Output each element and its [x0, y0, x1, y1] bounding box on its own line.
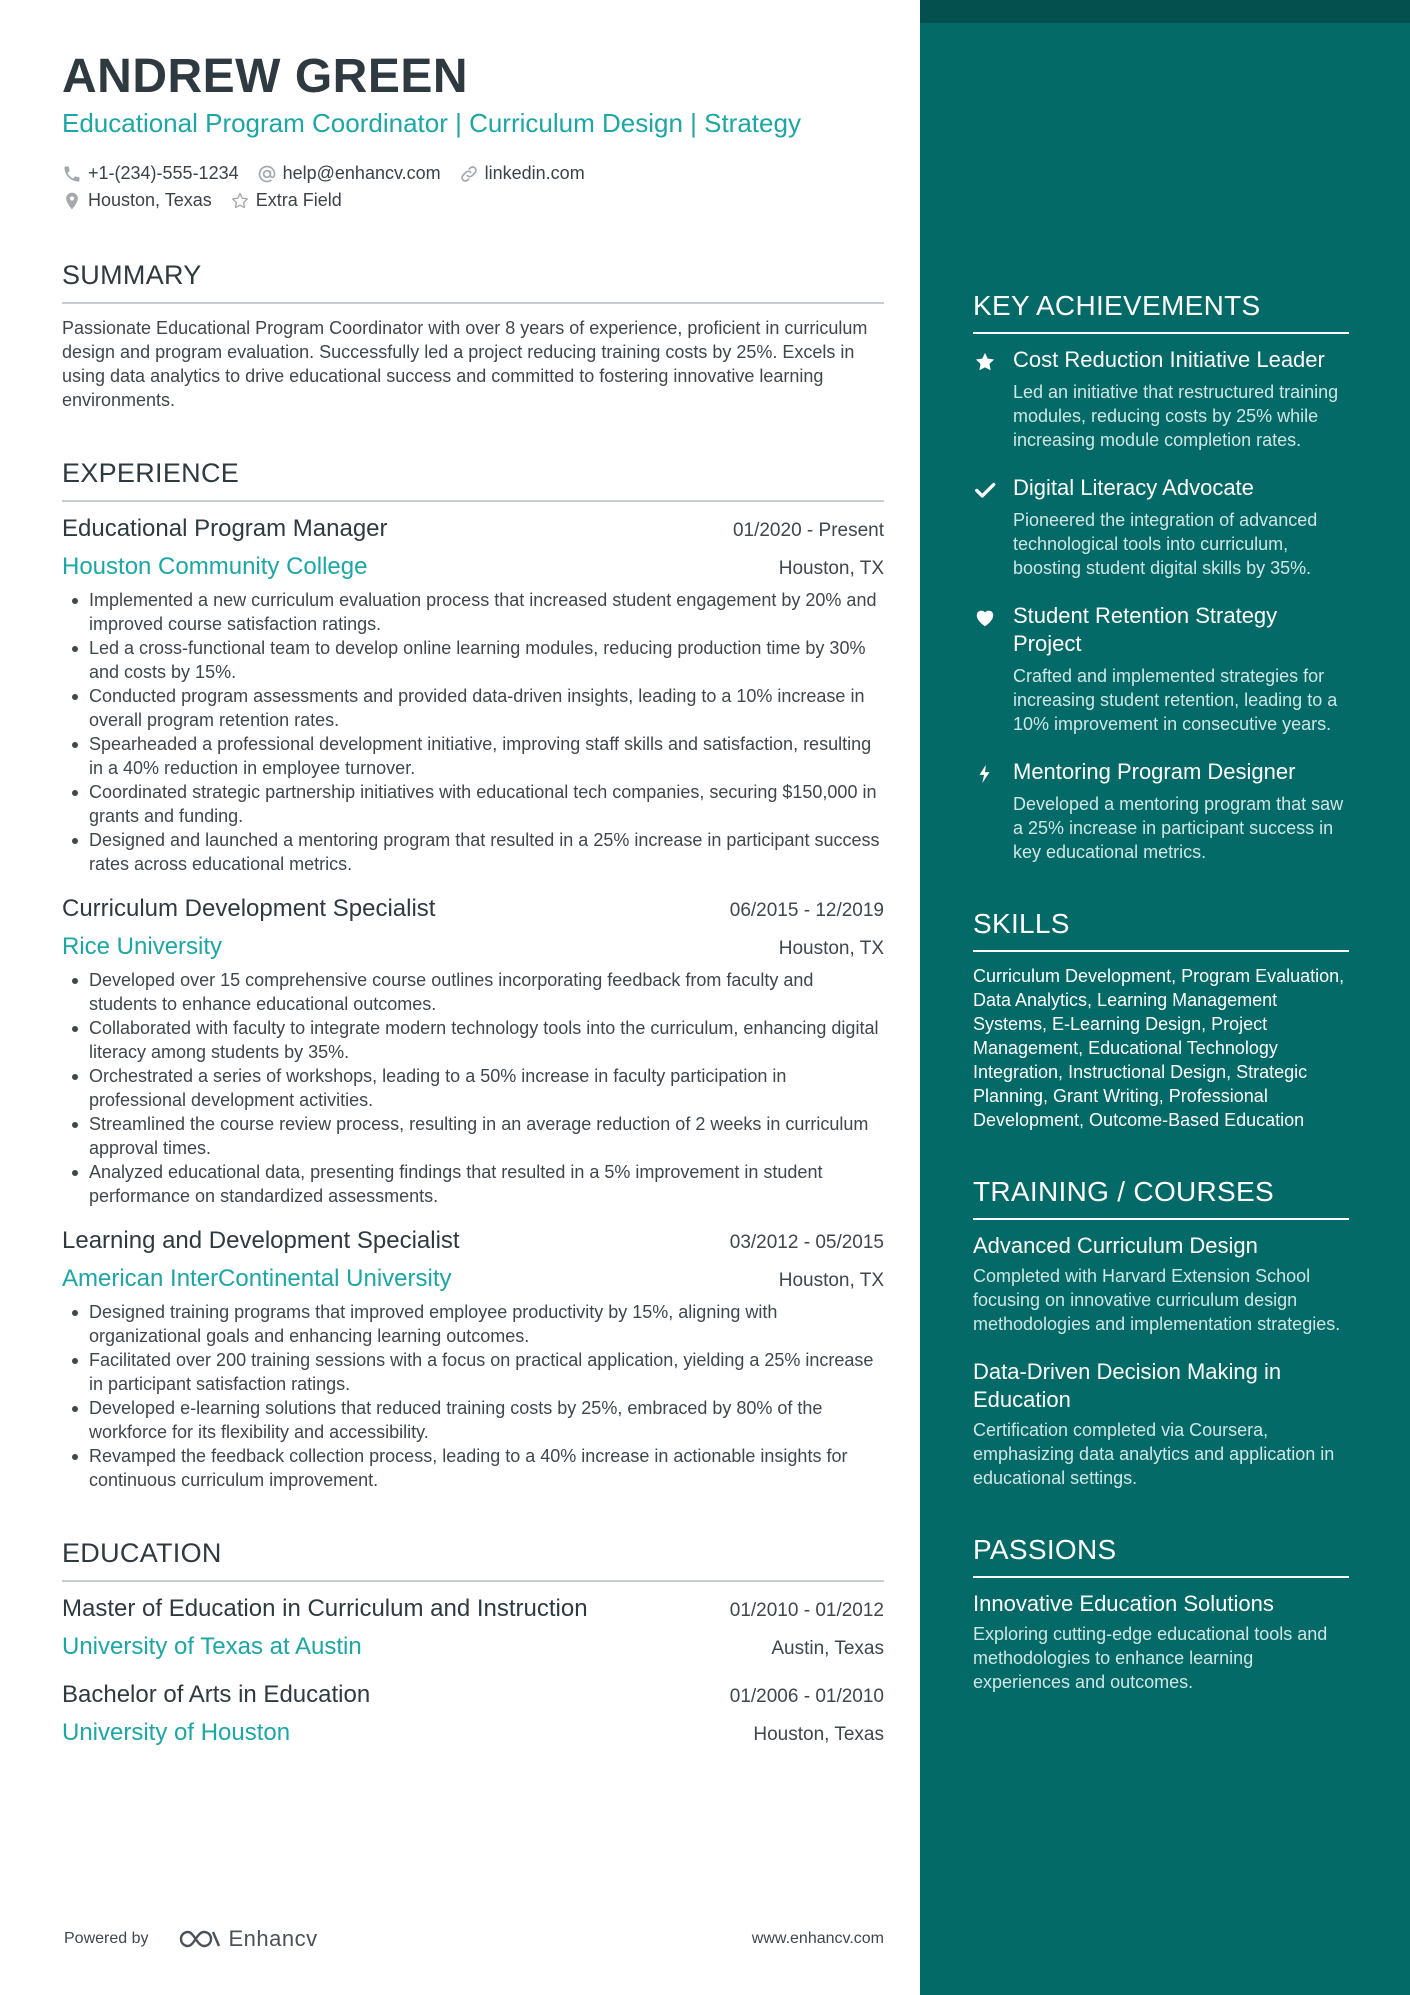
job-location: Houston, TX: [778, 1270, 884, 1291]
achievement-item: [973, 474, 1349, 580]
contact-linkedin[interactable]: [459, 160, 585, 187]
job-bullets: [62, 968, 884, 1208]
brand-name: Enhancv: [228, 1926, 318, 1951]
job-entry: [62, 514, 884, 876]
bullet-item: Developed over 15 comprehensive course outlines incorporating feedback from faculty and students to enhance educational outcomes.: [62, 968, 884, 1016]
education-entry: [62, 1680, 884, 1748]
bullet-item: Conducted program assessments and provided data-driven insights, leading to a 10% increase in overall program retention rates.: [62, 684, 884, 732]
job-bullets: [62, 1300, 884, 1492]
school-name: University of Houston: [62, 1719, 291, 1746]
contact-phone[interactable]: [62, 160, 239, 187]
achievement-description: Crafted and implemented strategies for increasing student retention, leading to a 10% improvement in consecutive years.: [1013, 666, 1338, 734]
enhancv-logo-icon: [175, 1927, 223, 1951]
job-organization: Rice University: [62, 933, 223, 960]
course-item: [973, 1358, 1349, 1490]
powered-by: [64, 1926, 318, 1952]
star-icon: [973, 351, 997, 373]
achievement-description: Led an initiative that restructured training modules, reducing costs by 25% while increasing module completion rates.: [1013, 382, 1339, 450]
bullet-item: Coordinated strategic partnership initiatives with educational tech companies, securing $150,000 in grants and funding.: [62, 780, 884, 828]
section-title-achievements: KEY ACHIEVEMENTS: [973, 288, 1349, 334]
job-date: 01/2020 - Present: [732, 520, 884, 541]
contact-email[interactable]: [257, 160, 441, 187]
bullet-item: Revamped the feedback collection process, leading to a 40% increase in actionable insights for continuous curriculum improvement.: [62, 1444, 884, 1492]
achievement-title: Digital Literacy Advocate: [1013, 475, 1254, 500]
bullet-item: Analyzed educational data, presenting findings that resulted in a 5% improvement in student performance on standardized assessments.: [62, 1160, 884, 1208]
job-entry: [62, 894, 884, 1208]
section-title-skills: SKILLS: [973, 906, 1349, 952]
achievement-description: Pioneered the integration of advanced technological tools into curriculum, boosting student digital skills by 35%.: [1013, 510, 1318, 578]
school-name: University of Texas at Austin: [62, 1633, 362, 1660]
main-column: [62, 50, 884, 1748]
bullet-item: Streamlined the course review process, resulting in an average reduction of 2 weeks in curriculum approval times.: [62, 1112, 884, 1160]
course-item: [973, 1232, 1349, 1336]
education-section: [62, 1536, 884, 1748]
bullet-item: Collaborated with faculty to integrate modern technology tools into the curriculum, enhancing digital literacy among students by 35%.: [62, 1016, 884, 1064]
achievement-title: Cost Reduction Initiative Leader: [1013, 347, 1325, 372]
job-title: Curriculum Development Specialist: [62, 895, 436, 922]
job-location: Houston, TX: [778, 558, 884, 579]
heart-icon: [973, 607, 997, 629]
summary-text: Passionate Educational Program Coordinator with over 8 years of experience, proficient in curriculum design and program evaluation. Successfully led a project reducing training costs by 25%. Excels in using data analytics to drive educational success and committed to fostering innovative learning environments.: [62, 318, 868, 410]
candidate-name: ANDREW GREEN: [62, 50, 469, 103]
achievement-item: [973, 758, 1349, 864]
job-entry: [62, 1226, 884, 1492]
education-date: 01/2006 - 01/2010: [729, 1686, 884, 1707]
phone-icon: [62, 164, 82, 184]
sidebar-top-band: [920, 0, 1410, 23]
contact-location: [62, 187, 212, 214]
achievement-title: Student Retention Strategy Project: [1013, 603, 1278, 656]
section-title-passions: PASSIONS: [973, 1532, 1349, 1578]
at-icon: [257, 164, 277, 184]
bullet-item: Orchestrated a series of workshops, leading to a 50% increase in faculty participation in professional development activities.: [62, 1064, 884, 1112]
passion-description: Exploring cutting-edge educational tools and methodologies to enhance learning experiences and outcomes.: [973, 1624, 1328, 1692]
school-location: Houston, Texas: [753, 1724, 884, 1745]
bullet-item: Developed e-learning solutions that reduced training costs by 25%, embraced by 80% of the workforce for its flexibility and accessibility.: [62, 1396, 884, 1444]
location-pin-icon: [62, 191, 82, 211]
extra-text: Extra Field: [255, 190, 342, 210]
section-title-summary: SUMMARY: [62, 258, 884, 304]
education-date: 01/2010 - 01/2012: [729, 1600, 884, 1621]
course-description: Certification completed via Coursera, emphasizing data analytics and application in educational settings.: [973, 1420, 1335, 1488]
course-description: Completed with Harvard Extension School focusing on innovative curriculum design methodologies and implementation strategies.: [973, 1266, 1341, 1334]
passion-item: [973, 1590, 1349, 1694]
passions-section: [973, 1532, 1349, 1694]
job-bullets: [62, 588, 884, 876]
location-text: Houston, Texas: [88, 190, 212, 210]
degree-title: Master of Education in Curriculum and Instruction: [62, 1595, 588, 1622]
candidate-headline: Educational Program Coordinator | Curriculum Design | Strategy: [62, 108, 801, 138]
job-title: Learning and Development Specialist: [62, 1227, 460, 1254]
section-title-education: EDUCATION: [62, 1536, 884, 1582]
job-location: Houston, TX: [778, 938, 884, 959]
course-title: Data-Driven Decision Making in Education: [973, 1359, 1282, 1412]
skills-section: [973, 906, 1349, 1132]
bullet-item: Spearheaded a professional development initiative, improving staff skills and satisfaction, resulting in a 40% reduction in employee turnover.: [62, 732, 884, 780]
bullet-item: Implemented a new curriculum evaluation process that increased student engagement by 20% and improved course satisfaction ratings.: [62, 588, 884, 636]
footer: [64, 1926, 884, 1952]
skills-text: Curriculum Development, Program Evaluation, Data Analytics, Learning Management Systems, E-Learning Design, Project Management, Educational Technology Integration, Instructional Design, Strategic Planning, Grant Writing, Professional Development, Outcome-Based Education: [973, 966, 1345, 1130]
education-entry: [62, 1594, 884, 1662]
experience-section: [62, 456, 884, 1492]
achievement-item: [973, 602, 1349, 736]
job-organization: American InterContinental University: [62, 1265, 452, 1292]
summary-section: [62, 258, 884, 412]
job-organization: Houston Community College: [62, 553, 368, 580]
phone-text: +1-(234)-555-1234: [88, 163, 239, 183]
school-location: Austin, Texas: [771, 1638, 884, 1659]
sidebar-column: [973, 288, 1349, 1694]
job-title: Educational Program Manager: [62, 515, 388, 542]
section-title-experience: EXPERIENCE: [62, 456, 884, 502]
website-link[interactable]: www.enhancv.com: [751, 1930, 884, 1947]
bullet-item: Led a cross-functional team to develop online learning modules, reducing production time by 30% and costs by 15%.: [62, 636, 884, 684]
powered-by-label: Powered by: [64, 1930, 149, 1947]
training-section: [973, 1174, 1349, 1490]
bullet-item: Designed training programs that improved employee productivity by 15%, aligning with organizational goals and enhancing learning outcomes.: [62, 1300, 884, 1348]
achievements-section: [973, 288, 1349, 864]
check-icon: [973, 479, 997, 501]
achievement-item: [973, 346, 1349, 452]
degree-title: Bachelor of Arts in Education: [62, 1681, 371, 1708]
star-outline-icon: [230, 191, 250, 211]
section-title-training: TRAINING / COURSES: [973, 1174, 1349, 1220]
bolt-icon: [973, 763, 997, 785]
job-date: 03/2012 - 05/2015: [729, 1232, 884, 1253]
bullet-item: Designed and launched a mentoring program that resulted in a 25% increase in participant success rates across educational metrics.: [62, 828, 884, 876]
job-date: 06/2015 - 12/2019: [729, 900, 884, 921]
achievement-title: Mentoring Program Designer: [1013, 759, 1296, 784]
bullet-item: Facilitated over 200 training sessions with a focus on practical application, yielding a 25% increase in participant satisfaction ratings.: [62, 1348, 884, 1396]
passion-title: Innovative Education Solutions: [973, 1591, 1274, 1616]
achievement-description: Developed a mentoring program that saw a 25% increase in participant success in key educational metrics.: [1013, 794, 1344, 862]
course-title: Advanced Curriculum Design: [973, 1233, 1258, 1258]
brand-logo[interactable]: [175, 1926, 318, 1952]
link-icon: [459, 164, 479, 184]
email-text: help@enhancv.com: [282, 163, 441, 183]
linkedin-text: linkedin.com: [484, 163, 585, 183]
contact-extra: [230, 187, 342, 214]
contact-info: [62, 160, 884, 214]
